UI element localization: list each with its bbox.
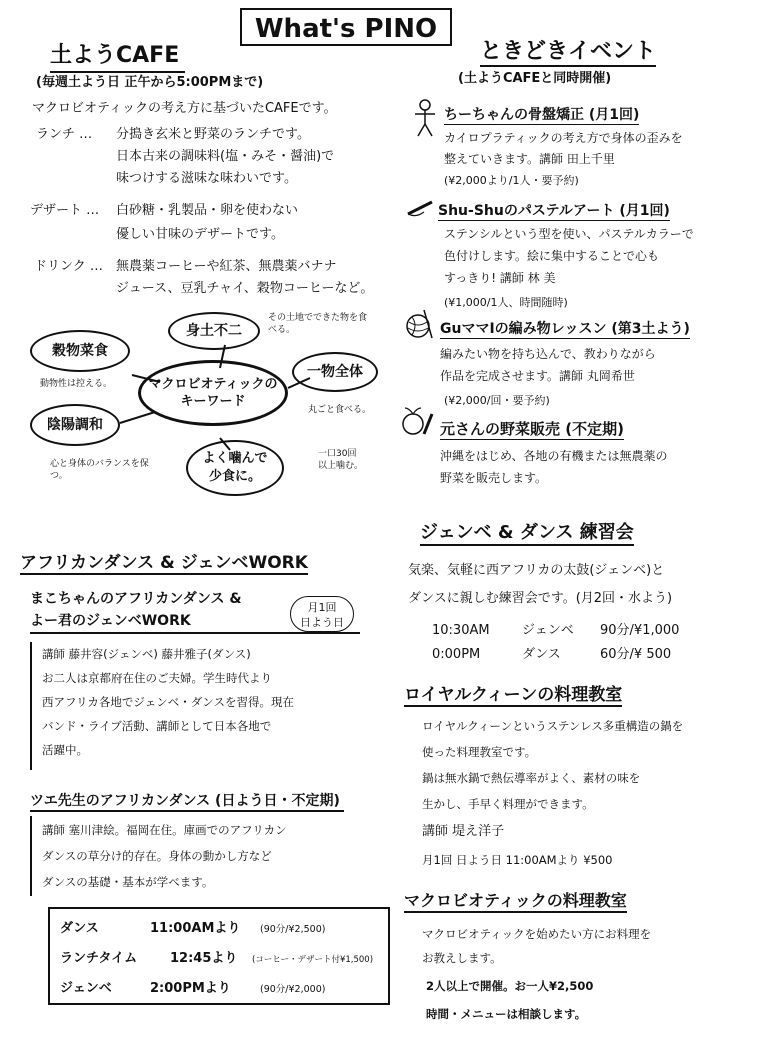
keyword-note: その土地でできた物を食べる。: [268, 313, 368, 335]
royal-line: 生かし、手早く料理ができます。: [422, 797, 594, 811]
menu-drink-line: ジュース、豆乳チャイ、穀物コーヒーなど。: [116, 281, 374, 296]
keyword-note: 動物性は控える。: [40, 379, 113, 389]
keyword-center-bubble: [138, 360, 288, 426]
event-title: Shu-Shuのパステルアート (月1回): [438, 200, 670, 221]
page-title: What's PINO: [240, 8, 452, 46]
event-line: 沖縄をはじめ、各地の有機または無農薬の: [440, 449, 668, 463]
divider: [30, 816, 32, 896]
african-line: 講師 藤井容(ジェンベ) 藤井雅子(ダンス): [42, 647, 251, 661]
royal-line: 月1回 日よう日 11:00AMより ¥500: [422, 853, 613, 867]
keyword-note: 心と身体のバランスを保つ。: [50, 459, 149, 481]
divider: [30, 642, 32, 770]
event-line: (¥1,000/1人、時間随時): [444, 296, 568, 309]
schedule-row: ダンス 11:00AMより (90分/¥2,500): [60, 921, 326, 936]
event-line: (¥2,000/回・要予約): [444, 394, 550, 407]
event-line: カイロプラティックの考え方で身体の歪みを: [444, 131, 683, 145]
vegetables-icon: [400, 404, 436, 438]
macro-line: 2人以上で開催。お一人¥2,500: [426, 979, 594, 993]
yarn-ball-icon: [404, 308, 436, 342]
macro-line: お教えします。: [422, 951, 502, 965]
menu-dessert-label: デザート …: [30, 203, 100, 218]
events-subtitle: (土ようCAFEと同時開催): [458, 71, 612, 86]
african-sub1-title: まこちゃんのアフリカンダンス & よー君のジェンベWORK: [30, 591, 242, 629]
event-line: 整えていきます。講師 田上千里: [444, 152, 615, 166]
event-line: 編みたい物を持ち込んで、教わりながら: [440, 347, 656, 361]
menu-dessert-line: 白砂糖・乳製品・卵を使わない: [116, 203, 299, 218]
djembe-time-row: 10:30AM ジェンベ 90分/¥1,000: [432, 623, 680, 638]
keyword-bubble: 陰陽調和: [30, 404, 120, 446]
schedule-box: [48, 907, 390, 1005]
events-title: ときどきイベント: [480, 34, 656, 67]
african-line: 講師 塞川津絵。福岡在住。庫画でのアフリカン: [42, 823, 287, 837]
menu-drink-label: ドリンク …: [34, 259, 103, 274]
macro-line: マクロビオティックを始めたい方にお料理を: [422, 927, 652, 941]
african-title: アフリカンダンス & ジェンベWORK: [20, 548, 308, 575]
menu-lunch-line: 分搗き玄米と野菜のランチです。: [116, 127, 310, 142]
event-title: 元さんの野菜販売 (不定期): [440, 420, 624, 438]
royal-line: 講師 堤え洋子: [422, 824, 505, 839]
djembe-line: 気楽、気軽に西アフリカの太鼓(ジェンベ)と: [408, 563, 665, 578]
african-line: バンド・ライブ活動、講師として日本各地で: [42, 719, 272, 733]
menu-lunch-label: ランチ …: [36, 127, 93, 142]
event-title: GuママIの編み物レッスン (第3土よう): [440, 318, 690, 339]
cafe-hours: (毎週土よう日 正午から5:00PMまで): [36, 75, 264, 90]
african-line: ダンスの基礎・基本が学べます。: [42, 875, 214, 889]
event-line: 野菜を販売します。: [440, 471, 548, 485]
african-line: ダンスの草分け的存在。身体の動かし方など: [42, 849, 272, 863]
event-line: (¥2,000より/1人・要予約): [444, 174, 579, 187]
event-line: すっきり! 講師 林 美: [444, 271, 556, 285]
menu-drink-line: 無農薬コーヒーや紅茶、無農薬バナナ: [116, 259, 337, 274]
event-title: ちーちゃんの骨盤矯正 (月1回): [444, 104, 639, 125]
macro-line: 時間・メニューは相談します。: [426, 1007, 587, 1021]
cafe-title: 土ようCAFE: [50, 38, 185, 73]
keyword-bubble: 身土不二: [168, 312, 260, 350]
royal-line: 使った料理教室です。: [422, 745, 537, 759]
royal-line: 鍋は無水鍋で熱伝導率がよく、素材の味を: [422, 771, 641, 785]
event-line: 色付けします。絵に集中することで心も: [444, 249, 660, 263]
african-line: 活躍中。: [42, 743, 88, 757]
keyword-center-line: キーワード: [180, 394, 246, 409]
event-line: 作品を完成させます。講師 丸岡希世: [440, 369, 635, 383]
djembe-line: ダンスに親しむ練習会です。(月2回・水よう): [408, 591, 673, 606]
african-line: お二人は京都府在住のご夫婦。学生時代より: [42, 671, 272, 685]
menu-lunch-line: 日本古来の調味料(塩・みそ・醤油)で: [116, 149, 335, 164]
keyword-note: 一口30回以上噛む。: [318, 449, 364, 471]
keyword-note: 丸ごと食べる。: [308, 405, 372, 415]
person-stretch-icon: [410, 98, 440, 138]
divider: [30, 632, 360, 634]
keyword-bubble: よく噛んで少食に。: [186, 440, 284, 496]
african-sub2-title: ツエ先生のアフリカンダンス (日よう日・不定期): [30, 790, 344, 812]
african-line: 西アフリカ各地でジェンベ・ダンスを習得。現在: [42, 695, 294, 709]
menu-dessert-line: 優しい甘味のデザートです。: [116, 227, 284, 242]
menu-lunch-line: 味つけする滋味な味わいです。: [116, 171, 297, 186]
cafe-intro: マクロビオティックの考え方に基づいたCAFEです。: [32, 101, 337, 116]
schedule-row: ランチタイム 12:45より (コーヒー・デザート付¥1,500): [60, 951, 374, 966]
frequency-badge: 月1回 日よう日: [290, 596, 354, 632]
keyword-center-line: マクロビオティックの: [148, 377, 278, 392]
schedule-row: ジェンベ 2:00PMより (90分/¥2,000): [60, 981, 326, 996]
royal-title: ロイヤルクィーンの料理教室: [404, 680, 622, 707]
keyword-bubble: 穀物菜食: [30, 330, 130, 372]
keyword-bubble: 一物全体: [292, 352, 378, 392]
royal-line: ロイヤルクィーンというステンレス多重構造の鍋を: [422, 719, 684, 733]
djembe-time-row: 0:00PM ダンス 60分/¥ 500: [432, 647, 672, 662]
pastel-crayon-icon: [406, 198, 436, 218]
macro-title: マクロビオティックの料理教室: [404, 888, 627, 913]
djembe-title: ジェンベ & ダンス 練習会: [420, 518, 634, 546]
event-line: ステンシルという型を使い、パステルカラーで: [444, 227, 694, 241]
